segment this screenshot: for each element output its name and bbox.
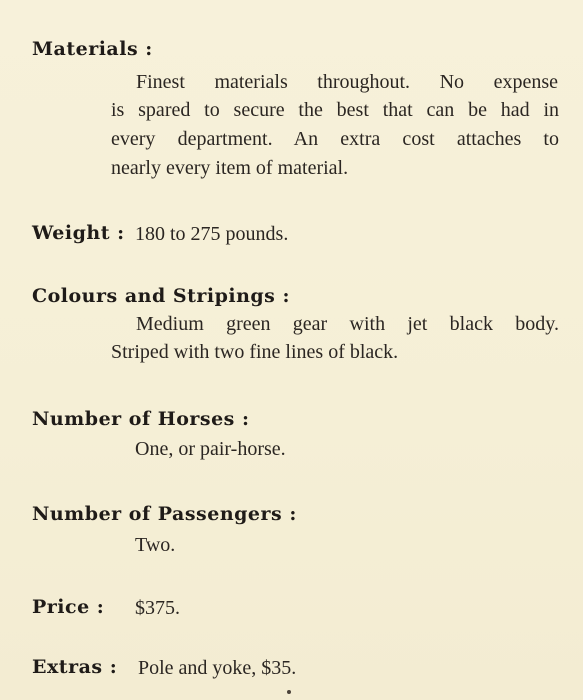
page-ornament-dot [287, 690, 291, 694]
weight-heading: Weight : [32, 222, 125, 244]
colours-line-2: Striped with two fine lines of black. [111, 341, 399, 363]
weight-value: 180 to 275 pounds. [135, 223, 289, 245]
colours-heading: Colours and Stripings : [32, 285, 290, 307]
materials-line-2: is spared to secure the best that can be had in [111, 99, 559, 121]
extras-heading: Extras : [32, 656, 118, 678]
colours-line-1: Medium green gear with jet black body. [136, 313, 559, 335]
price-heading: Price : [32, 596, 105, 618]
materials-line-4: nearly every item of material. [111, 157, 349, 179]
passengers-heading: Number of Passengers : [32, 503, 297, 525]
materials-line-3: every department. An extra cost attaches to [111, 128, 559, 150]
price-value: $375. [135, 597, 180, 619]
extras-value: Pole and yoke, $35. [138, 657, 297, 679]
passengers-value: Two. [135, 534, 176, 556]
materials-line-1: Finest materials throughout. No expense [136, 71, 558, 93]
horses-value: One, or pair-horse. [135, 438, 286, 460]
horses-heading: Number of Horses : [32, 408, 250, 430]
materials-heading: Materials : [32, 38, 153, 60]
